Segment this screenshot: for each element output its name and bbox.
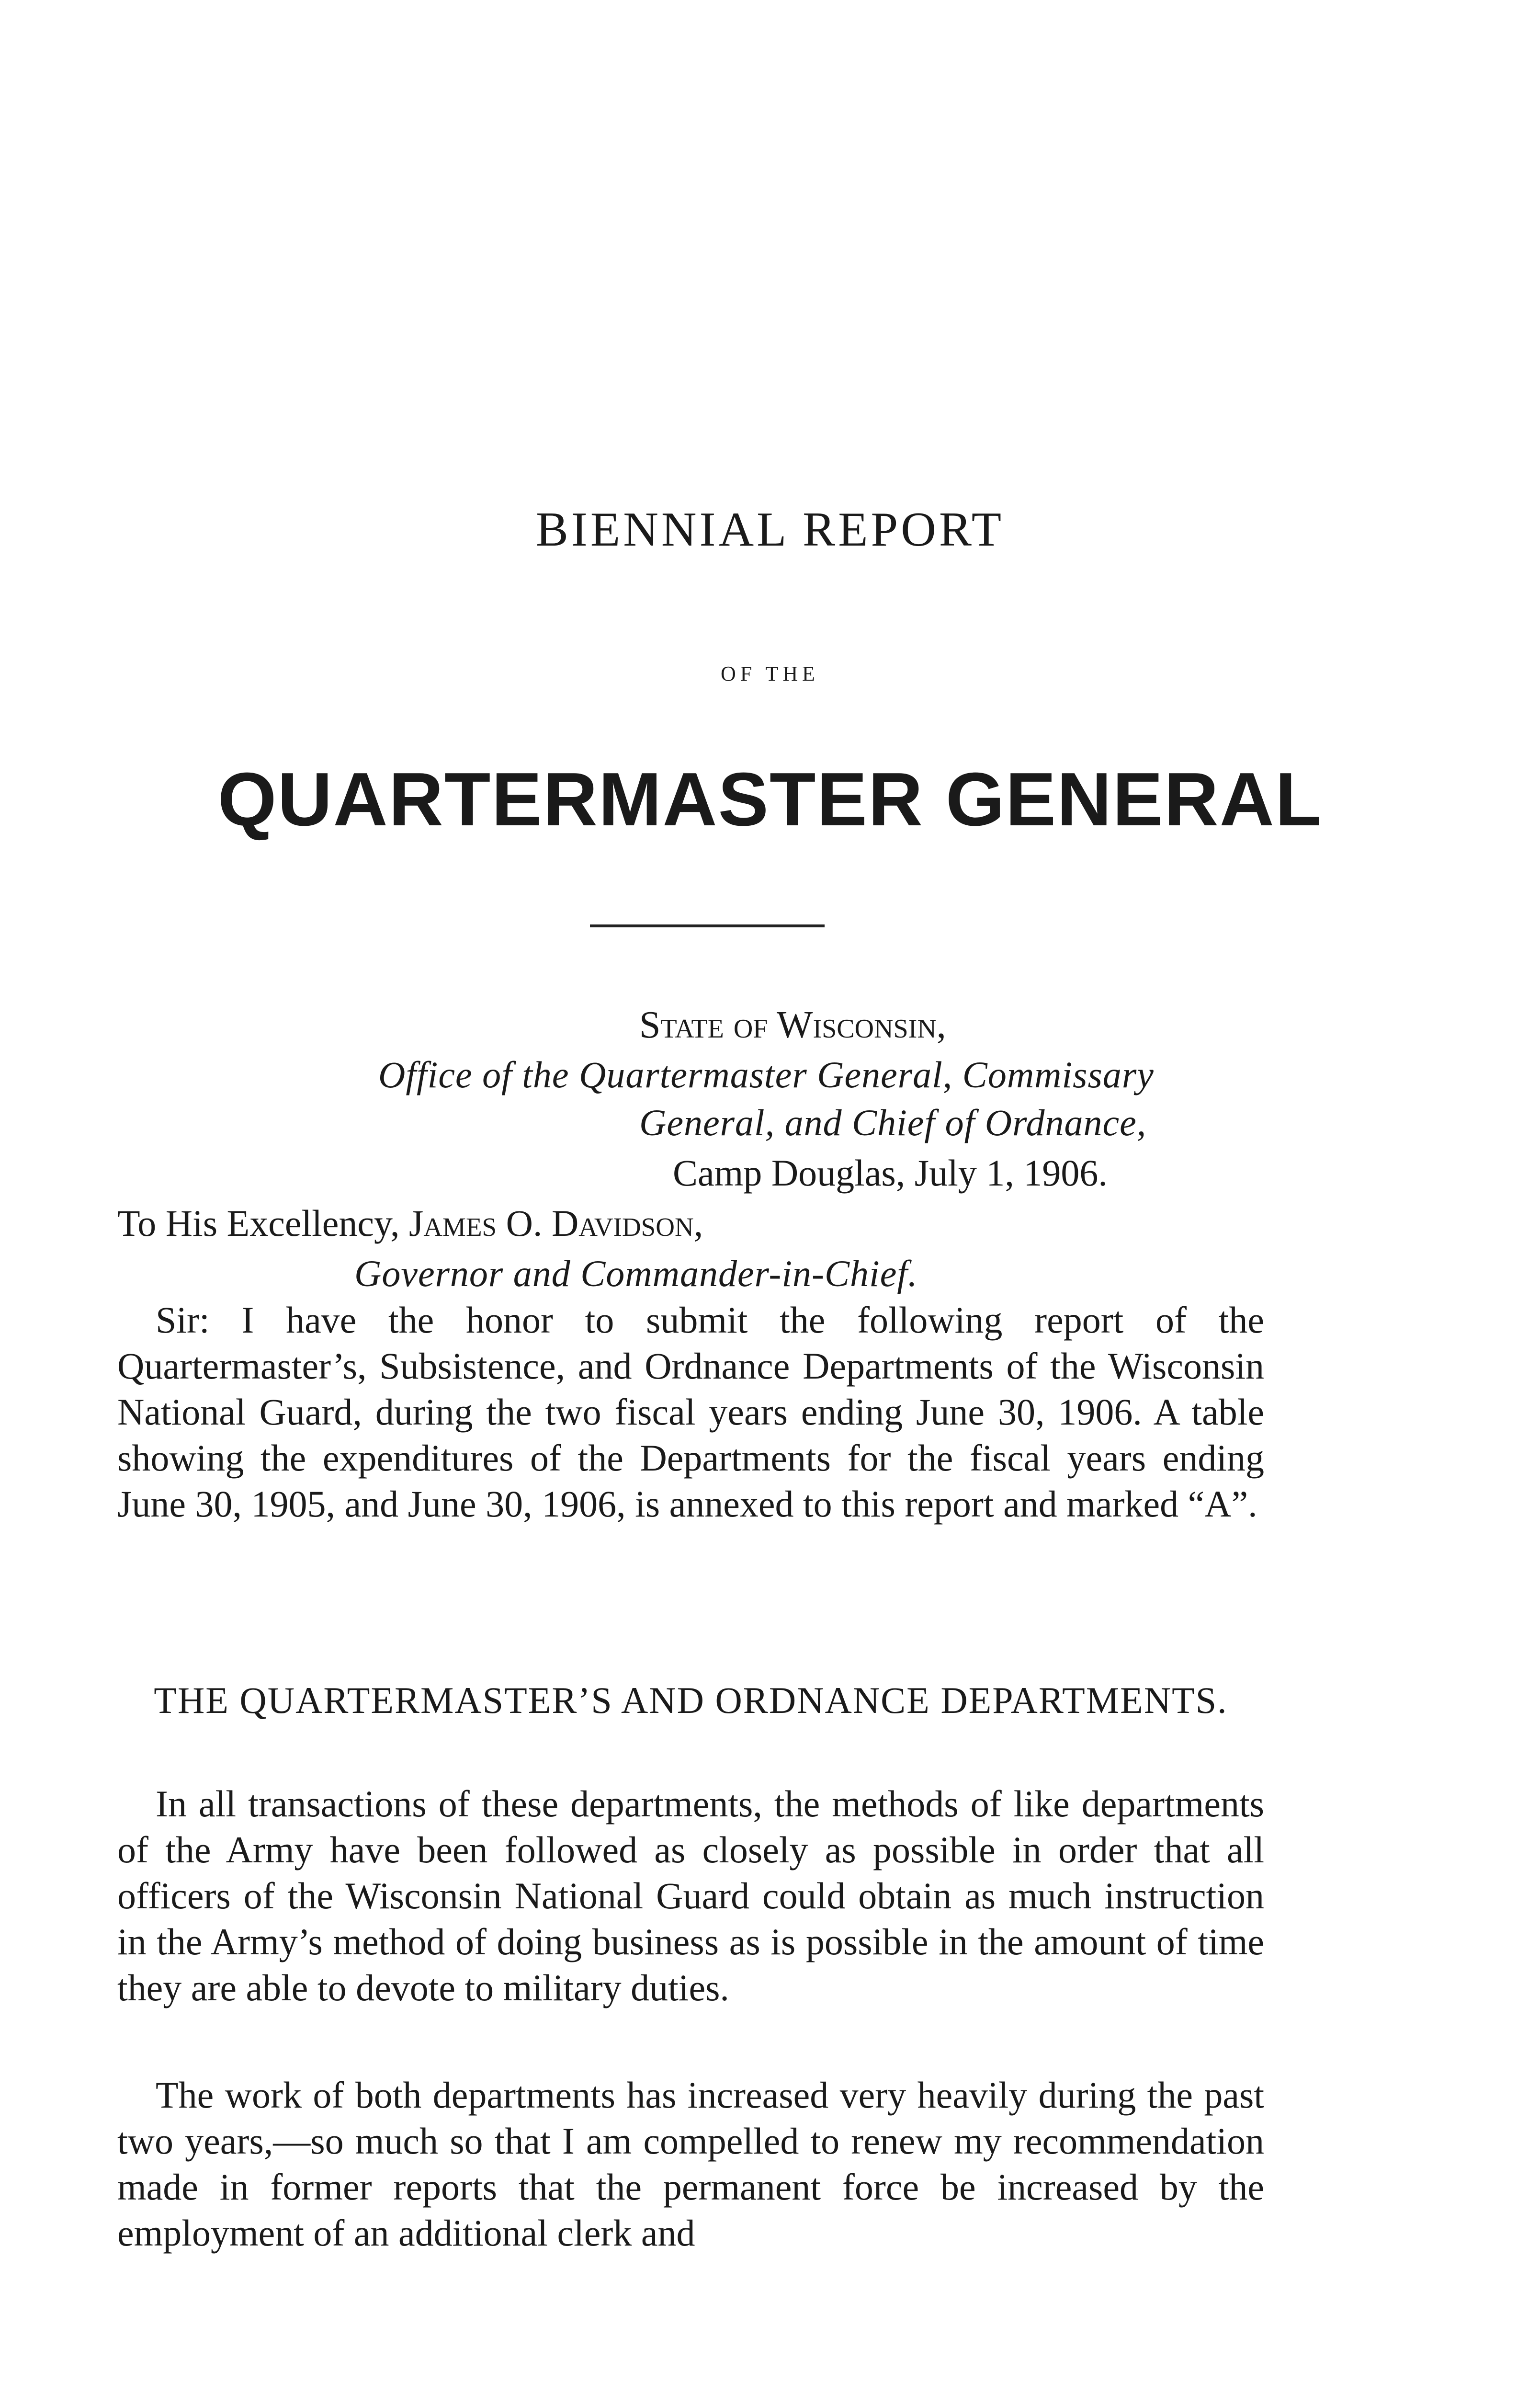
addressee-title: Governor and Commander-in-Chief. <box>354 1253 918 1294</box>
addressee-name: James O. Davidson, <box>408 1202 703 1244</box>
report-main-title: QUARTERMASTER GENERAL <box>217 757 1323 842</box>
intro-paragraph: Sir: I have the honor to submit the following report of the Quartermaster’s, Subsistence, and Ordnance Departments of the Wisconsin National Guard, during the two fiscal years ending June 30, 1906. A table showing the expenditures of the Departments for the fiscal years ending June 30, 1905, and June 30, 1906, is annexed to this report and marked “A”. <box>117 1299 1264 1525</box>
section-paragraph-2: The work of both departments has increased very heavily during the past two years,—so much so that I am compelled to renew my recommendation made in former reports that the permanent force be increased by the employment of an additional clerk and <box>117 2074 1264 2254</box>
letterhead-office-line1: Office of the Quartermaster General, Commissary <box>378 1054 1154 1095</box>
report-title: BIENNIAL REPORT <box>535 502 1005 557</box>
title-divider <box>590 924 825 927</box>
addressee-line <box>117 1202 703 1244</box>
letterhead-state: State of Wisconsin, <box>639 1004 946 1046</box>
report-title-connector: OF THE <box>721 662 819 685</box>
section-paragraph-1: In all transactions of these departments, the methods of like departments of the Army have been followed as closely as possible in order that all officers of the Wisconsin National Guard could obtain as much instruction in the Army’s method of doing business as is possible in the amount of time they are able to devote to military duties. <box>117 1783 1264 2008</box>
section-heading: THE QUARTERMASTER’S AND ORDNANCE DEPARTMENTS. <box>154 1679 1228 1721</box>
addressee-salutation: To His Excellency, <box>117 1202 400 1244</box>
letterhead-place-date: Camp Douglas, July 1, 1906. <box>673 1152 1108 1194</box>
letterhead-office-line2: General, and Chief of Ordnance, <box>639 1102 1147 1143</box>
